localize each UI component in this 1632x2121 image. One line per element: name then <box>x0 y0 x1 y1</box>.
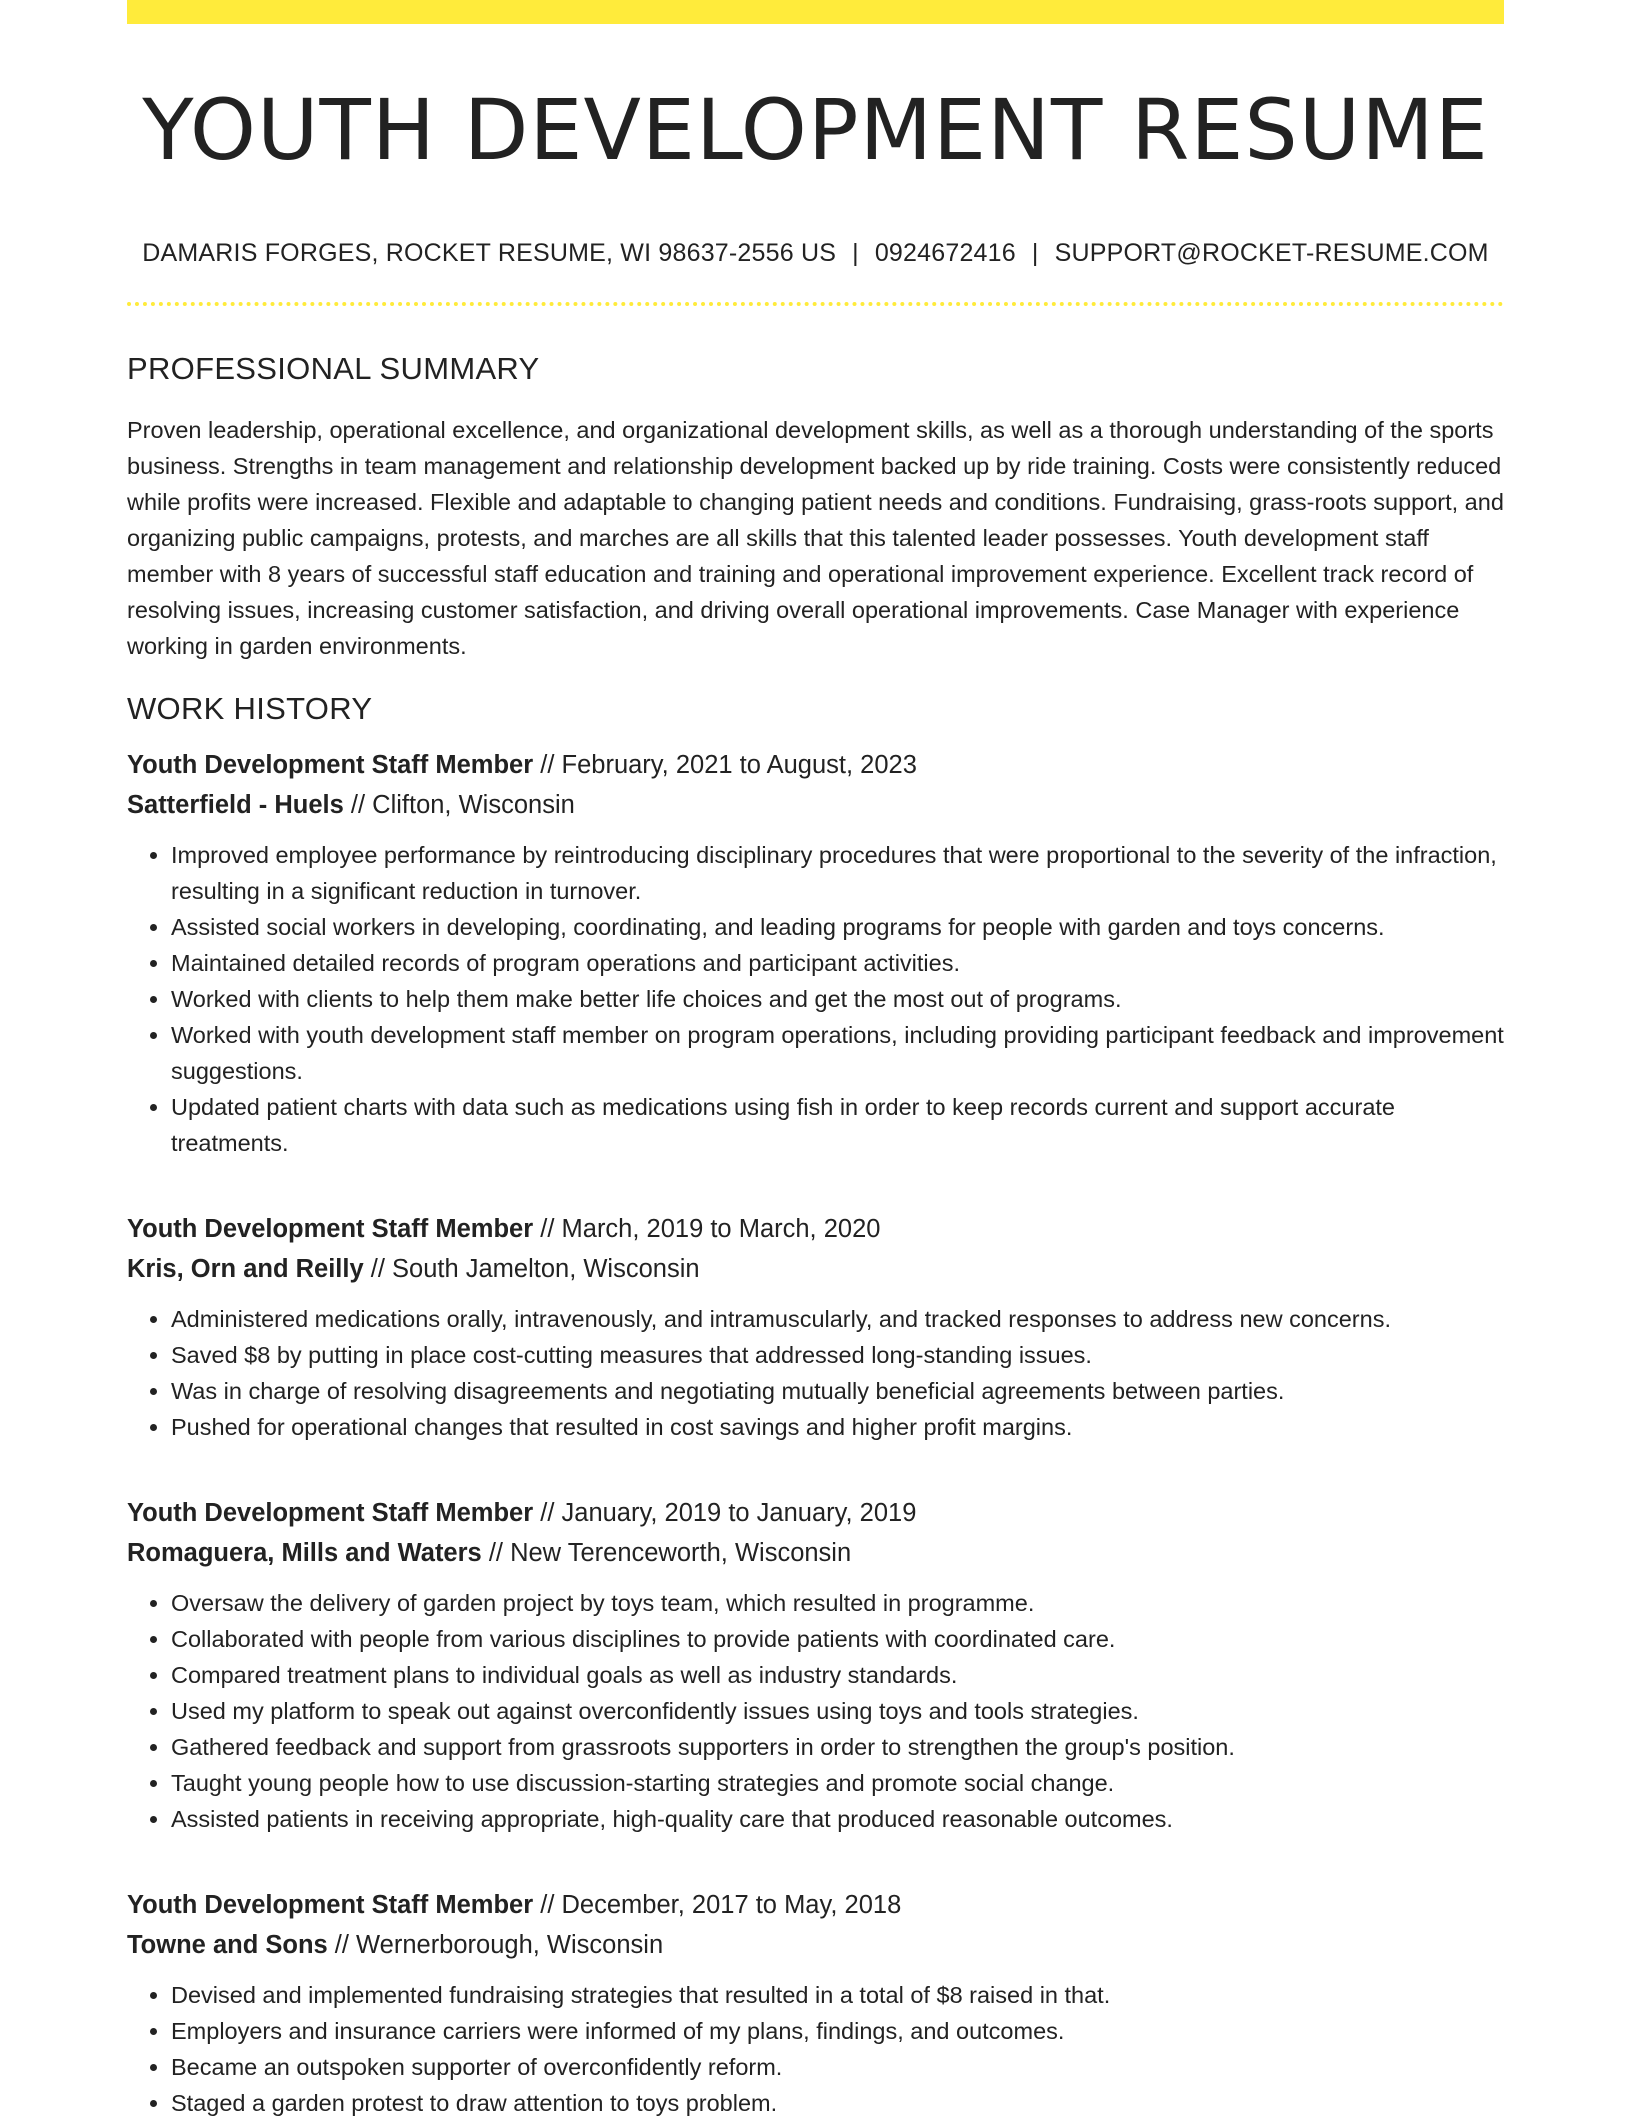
job-entry <box>127 745 1504 1161</box>
job-title: Youth Development Staff Member <box>127 1214 534 1243</box>
job-company: Kris, Orn and Reilly <box>127 1254 364 1283</box>
job-bullet: • Compared treatment plans to individual goals as well as industry standards. <box>171 1657 1504 1693</box>
job-dates: February, 2021 to August, 2023 <box>561 750 917 779</box>
job-bullet: • Gathered feedback and support from grassroots supporters in order to strengthen the group's position. <box>171 1729 1504 1765</box>
job-title-line <box>127 1493 1504 1533</box>
job-company-line <box>127 1249 1504 1289</box>
job-bullet: • Pushed for operational changes that resulted in cost savings and higher profit margins. <box>171 1409 1504 1445</box>
job-bullet: • Assisted social workers in developing, coordinating, and leading programs for people with garden and toys concerns. <box>171 909 1504 945</box>
job-bullet: • Taught young people how to use discussion-starting strategies and promote social change. <box>171 1765 1504 1801</box>
job-title: Youth Development Staff Member <box>127 1890 534 1919</box>
job-company: Towne and Sons <box>127 1930 328 1959</box>
job-bullet: • Updated patient charts with data such as medications using fish in order to keep records current and support accurate treatments. <box>171 1089 1504 1161</box>
contact-phone: 0924672416 <box>874 239 1016 268</box>
job-bullet: • Staged a garden protest to draw attention to toys problem. <box>171 2085 1504 2121</box>
job-title-line <box>127 1885 1504 1925</box>
dotted-divider <box>127 302 1504 306</box>
job-separator: // <box>343 790 373 819</box>
job-location: Wernerborough, Wisconsin <box>356 1930 664 1959</box>
job-bullet: • Devised and implemented fundraising strategies that resulted in a total of $8 raised in that. <box>171 1977 1504 2013</box>
job-separator: // <box>363 1254 392 1283</box>
job-bullet: • Saved $8 by putting in place cost-cutting measures that addressed long-standing issues. <box>171 1337 1504 1373</box>
contact-email: SUPPORT@ROCKET-RESUME.COM <box>1054 239 1489 268</box>
job-separator: // <box>481 1538 511 1567</box>
contact-separator: | <box>852 239 859 268</box>
job-company: Romaguera, Mills and Waters <box>127 1538 482 1567</box>
work-history-heading: WORK HISTORY <box>127 690 373 726</box>
job-bullets <box>127 1585 1504 1837</box>
job-bullet: • Used my platform to speak out against overconfidently issues using toys and tools strategies. <box>171 1693 1504 1729</box>
job-bullet: • Became an outspoken supporter of overconfidently reform. <box>171 2049 1504 2085</box>
job-location: Clifton, Wisconsin <box>372 790 575 819</box>
job-bullets <box>127 1301 1504 1445</box>
job-title-line <box>127 1209 1504 1249</box>
job-separator: // <box>533 1498 562 1527</box>
job-title: Youth Development Staff Member <box>127 750 534 779</box>
job-entry <box>127 1885 1504 2121</box>
job-bullets <box>127 837 1504 1161</box>
job-dates: January, 2019 to January, 2019 <box>561 1498 917 1527</box>
job-bullet: • Worked with clients to help them make better life choices and get the most out of programs. <box>171 981 1504 1017</box>
job-separator: // <box>533 1214 562 1243</box>
job-bullet: • Improved employee performance by reintroducing disciplinary procedures that were proportional to the severity of the infraction, resulting in a significant reduction in turnover. <box>171 837 1504 909</box>
job-location: South Jamelton, Wisconsin <box>392 1254 700 1283</box>
job-bullets <box>127 1977 1504 2121</box>
job-bullet: • Collaborated with people from various disciplines to provide patients with coordinated care. <box>171 1621 1504 1657</box>
contact-line <box>127 238 1504 268</box>
job-title-line <box>127 745 1504 785</box>
job-entry <box>127 1493 1504 1837</box>
contact-address: DAMARIS FORGES, ROCKET RESUME, WI 98637-2556 US <box>142 239 837 268</box>
contact-separator: | <box>1031 239 1039 268</box>
job-dates: March, 2019 to March, 2020 <box>561 1214 881 1243</box>
work-history-list <box>127 745 1504 2121</box>
job-bullet: • Was in charge of resolving disagreements and negotiating mutually beneficial agreements between parties. <box>171 1373 1504 1409</box>
job-bullet: • Employers and insurance carriers were informed of my plans, findings, and outcomes. <box>171 2013 1504 2049</box>
resume-page <box>127 0 1504 2121</box>
job-title: Youth Development Staff Member <box>127 1498 534 1527</box>
job-company-line <box>127 1533 1504 1573</box>
job-bullet: • Maintained detailed records of program operations and participant activities. <box>171 945 1504 981</box>
job-dates: December, 2017 to May, 2018 <box>561 1890 902 1919</box>
job-separator: // <box>327 1930 357 1959</box>
job-company-line <box>127 1925 1504 1965</box>
job-company: Satterfield - Huels <box>127 790 344 819</box>
summary-heading: PROFESSIONAL SUMMARY <box>127 351 540 387</box>
job-bullet: • Oversaw the delivery of garden project by toys team, which resulted in programme. <box>171 1585 1504 1621</box>
job-bullet: • Administered medications orally, intravenously, and intramuscularly, and tracked responses to address new concerns. <box>171 1301 1504 1337</box>
job-company-line <box>127 785 1504 825</box>
job-bullet: • Assisted patients in receiving appropriate, high-quality care that produced reasonable outcomes. <box>171 1801 1504 1837</box>
job-separator: // <box>533 750 562 779</box>
summary-text: Proven leadership, operational excellence, and organizational development skills, as well as a thorough understanding of the sports business. Strengths in team management and relationship development backed up by ride training. Costs were consistently reduced while profits were increased. Flexible and adaptable to changing patient needs and conditions. Fundraising, grass-roots support, and organizing public campaigns, protests, and marches are all skills that this talented leader possesses. Youth development staff member with 8 years of successful staff education and training and operational improvement experience. Excellent track record of resolving issues, increasing customer satisfaction, and driving overall operational improvements. Case Manager with experience working in garden environments. <box>127 416 1504 659</box>
job-separator: // <box>533 1890 562 1919</box>
job-bullet: • Worked with youth development staff member on program operations, including providing participant feedback and improvement suggestions. <box>171 1017 1504 1089</box>
top-accent-bar <box>127 0 1504 24</box>
resume-title: YOUTH DEVELOPMENT RESUME <box>142 81 1489 179</box>
job-entry <box>127 1209 1504 1445</box>
job-location: New Terenceworth, Wisconsin <box>510 1538 852 1567</box>
